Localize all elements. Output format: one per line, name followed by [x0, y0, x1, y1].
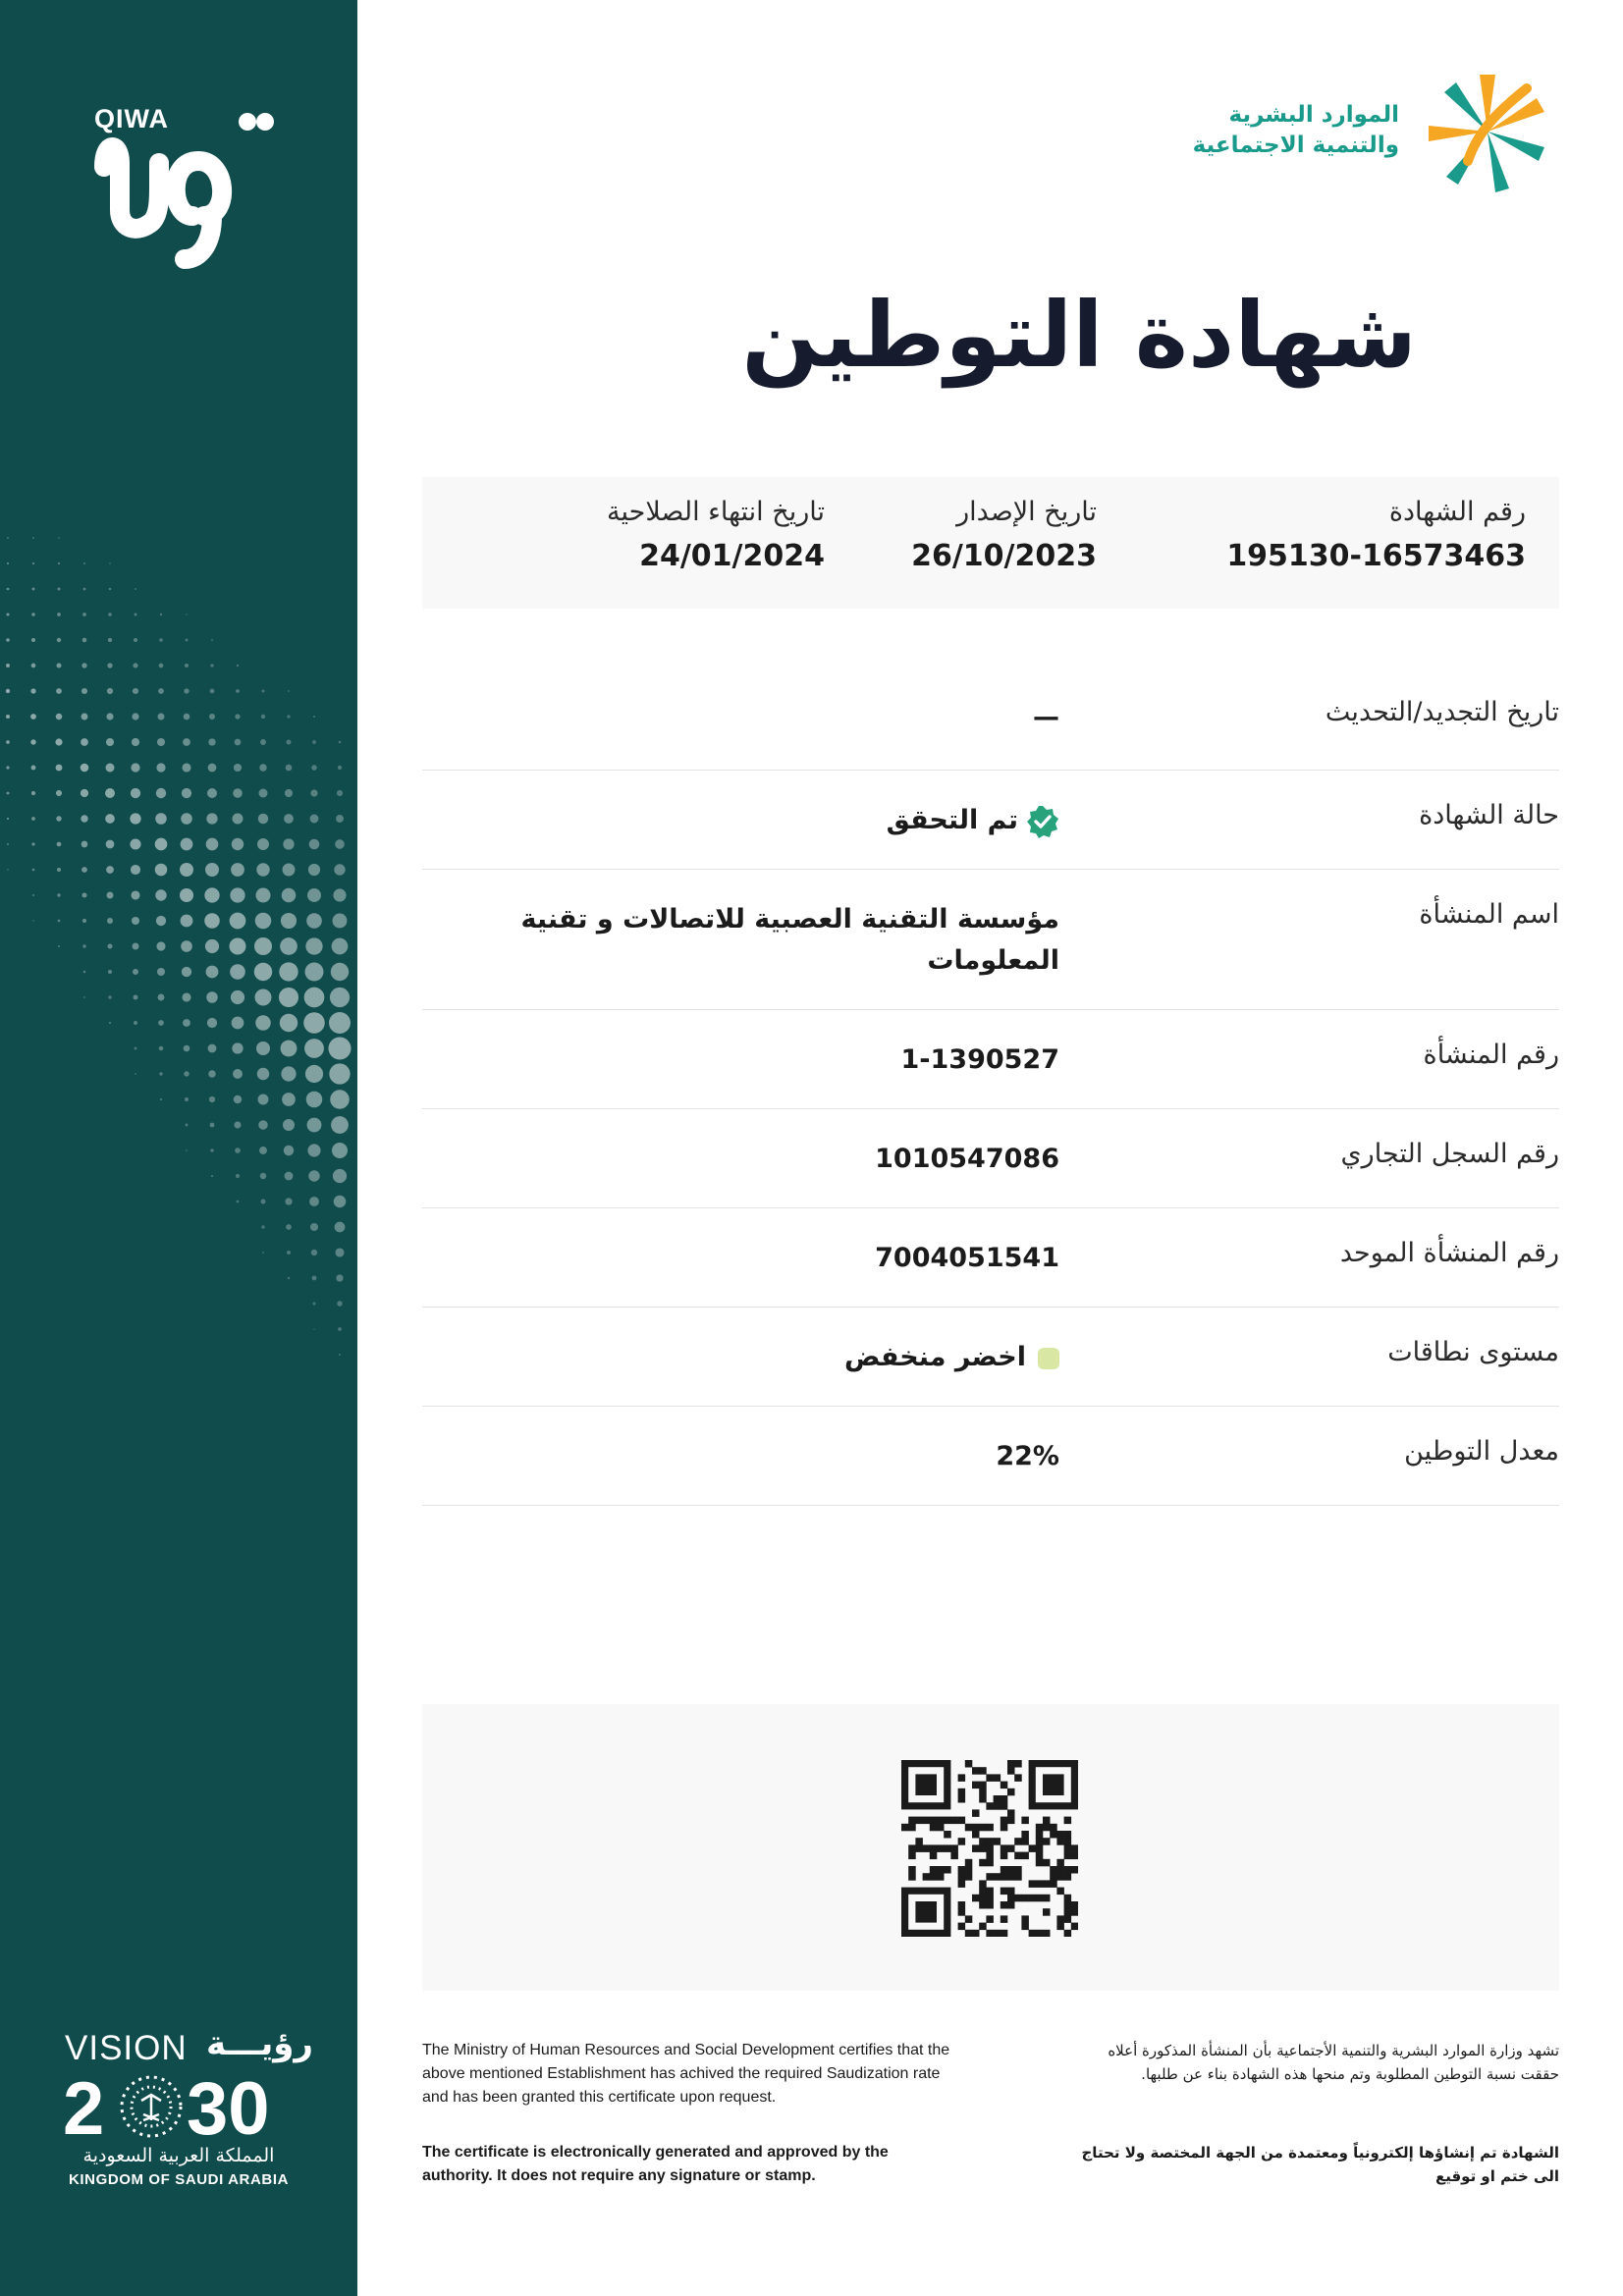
- unified-number-value: 7004051541: [875, 1243, 1059, 1273]
- saudization-rate-label: معدل التوطين: [1404, 1436, 1559, 1467]
- table-row-certificate-status: [422, 771, 1559, 870]
- footer-arabic-certification: تشهد وزارة الموارد البشرية والتنمية الأجتماعية بأن المنشأة المذكورة أعلاه حققت نسبة التوطين المطلوبة وتم منحها هذه الشهادة بناء عن طلبها.: [1108, 2042, 1559, 2083]
- expiry-date-value: 24/01/2024: [639, 539, 825, 573]
- establishment-name-value: مؤسسة التقنية العصبية للاتصالات و تقنية المعلومات: [520, 904, 1059, 976]
- establishment-number-label: رقم المنشأة: [1423, 1040, 1559, 1070]
- vision-country-arabic: المملكة العربية السعودية: [82, 2145, 275, 2166]
- vision-country-english: KINGDOM OF SAUDI ARABIA: [68, 2171, 290, 2188]
- footer-arabic-electronic-note: الشهادة تم إنشاؤها إلكترونياً ومعتمدة من الجهة المختصة ولا تحتاج الى ختم او توقيع: [1081, 2144, 1559, 2185]
- issue-date: [911, 497, 1097, 573]
- nitaqat-level-label: مستوى نطاقات: [1387, 1337, 1559, 1367]
- certificate-status-value: [510, 800, 1059, 841]
- vision-year-left: 2: [63, 2069, 105, 2144]
- expiry-date: [607, 497, 825, 573]
- unified-number-label: رقم المنشأة الموحد: [1339, 1238, 1559, 1268]
- left-brand-band: [0, 0, 357, 2296]
- verified-check-icon: [1026, 805, 1059, 838]
- establishment-details-table: [422, 667, 1559, 1506]
- issue-date-value: 26/10/2023: [911, 539, 1097, 573]
- issue-date-label: تاريخ الإصدار: [956, 497, 1097, 527]
- dot-pattern-decoration: [0, 0, 357, 2296]
- ministry-name-line1: الموارد البشرية: [1228, 102, 1399, 128]
- table-row-renewal-date: [422, 667, 1559, 771]
- expiry-date-label: تاريخ انتهاء الصلاحية: [607, 497, 825, 527]
- saudization-rate-value: 22%: [996, 1441, 1059, 1471]
- commercial-register-label: رقم السجل التجاري: [1340, 1139, 1559, 1169]
- table-row-unified-number: [422, 1208, 1559, 1308]
- table-row-nitaqat-level: [422, 1308, 1559, 1407]
- nitaqat-level-text: اخضر منخفض: [844, 1342, 1026, 1372]
- certificate-status-text: تم التحقق: [886, 805, 1018, 835]
- renewal-date-label: تاريخ التجديد/التحديث: [1325, 697, 1559, 727]
- qr-code-icon[interactable]: [901, 1760, 1078, 1937]
- qiwa-wordmark: QIWA: [94, 104, 169, 133]
- certificate-summary-box: [422, 477, 1559, 609]
- vision-2030-logo: [63, 2069, 298, 2144]
- ministry-name: [1193, 100, 1399, 161]
- table-row-commercial-register: [422, 1109, 1559, 1208]
- certificate-title: شهادة التوطين: [741, 283, 1417, 388]
- footer-english-certification: The Ministry of Human Resources and Social Development certifies that the above mentioned Establishment has achived the required Saudization rate and has been granted this certificate upon request.: [422, 2042, 950, 2106]
- vision-palm-emblem-icon: [122, 2077, 181, 2136]
- certificate-number: [1226, 497, 1526, 573]
- certificate-status-label: حالة الشهادة: [1419, 800, 1559, 830]
- establishment-number-value: 1-1390527: [900, 1044, 1059, 1075]
- table-row-saudization-rate: [422, 1407, 1559, 1506]
- table-row-establishment-name: [422, 870, 1559, 1010]
- ministry-name-line2: والتنمية الاجتماعية: [1192, 133, 1399, 158]
- footer-english-electronic-note: The certificate is electronically generated and approved by the authority. It does not require any signature or stamp.: [422, 2144, 889, 2184]
- qr-code-box: [422, 1704, 1559, 1991]
- vision-year-right: 30: [187, 2069, 270, 2144]
- table-row-establishment-number: [422, 1010, 1559, 1109]
- vision-arabic-wordmark: رؤيـــة: [206, 2024, 313, 2063]
- establishment-name-label: اسم المنشأة: [1419, 899, 1559, 930]
- nitaqat-level-value: [510, 1337, 1059, 1378]
- ministry-star-logo-icon: [1414, 71, 1561, 192]
- certificate-number-value: 195130-16573463: [1226, 539, 1526, 573]
- certificate-number-label: رقم الشهادة: [1388, 497, 1526, 527]
- renewal-date-value: —: [1033, 702, 1059, 732]
- nitaqat-level-swatch-icon: [1038, 1348, 1059, 1369]
- commercial-register-value: 1010547086: [875, 1144, 1059, 1174]
- vision-wordmark: VISION: [65, 2029, 188, 2067]
